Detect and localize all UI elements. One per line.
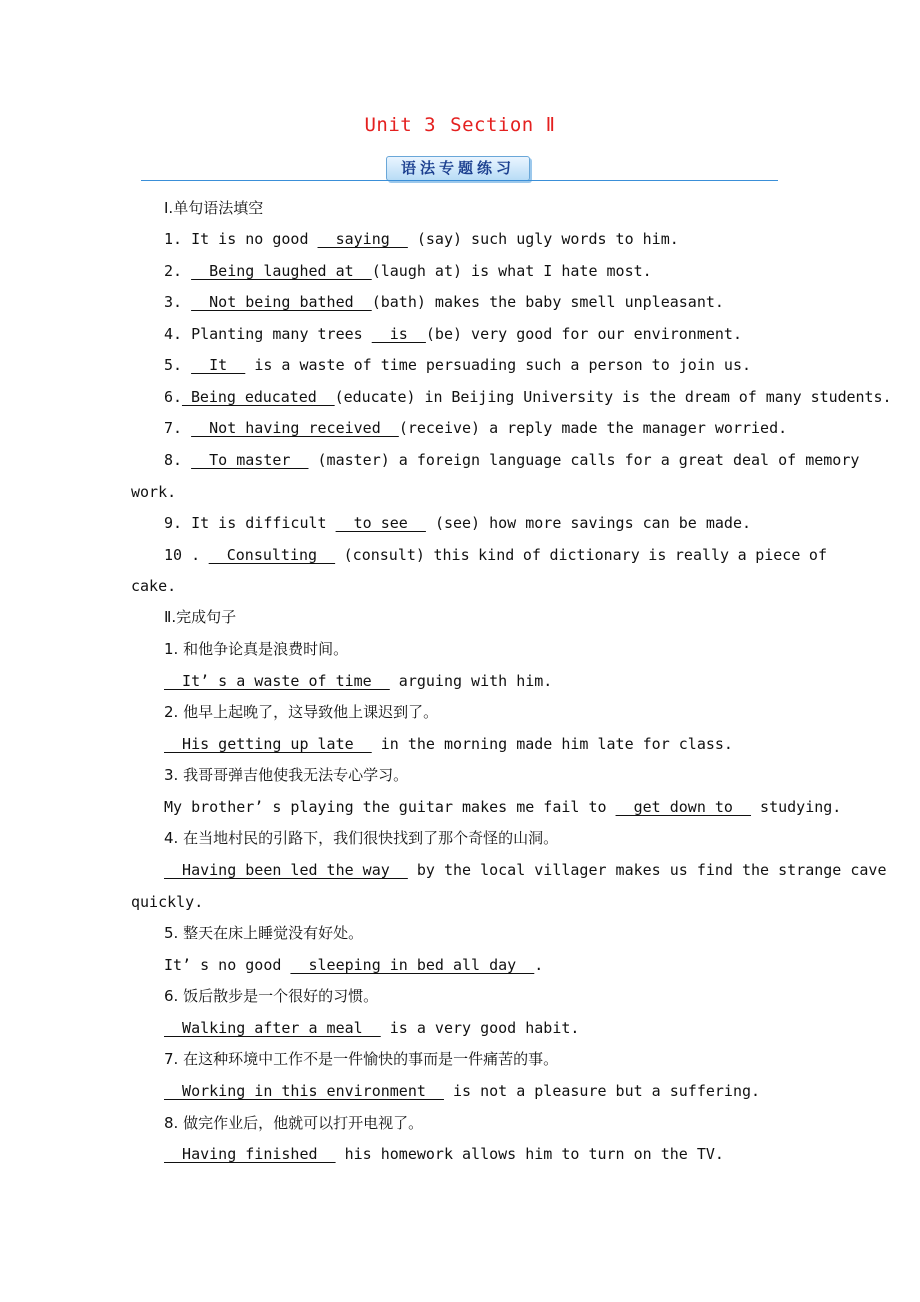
answer-blank: sleeping in bed all day bbox=[290, 956, 535, 974]
answer-blank: Walking after a meal bbox=[164, 1019, 381, 1037]
exercise-item: It’ s no good sleeping in bed all day . bbox=[164, 956, 544, 974]
answer-blank: Being educated bbox=[181, 388, 335, 406]
exercise-item: It’ s a waste of time arguing with him. bbox=[164, 672, 553, 690]
exercise-item: 2. Being laughed at (laugh at) is what I hate most. bbox=[164, 262, 652, 280]
answer-blank: Working in this environment bbox=[164, 1082, 444, 1100]
answer-blank: Being laughed at bbox=[191, 262, 372, 280]
answer-blank: Having been led the way bbox=[164, 861, 408, 879]
translation-prompt: 6. 饭后散步是一个很好的习惯。 bbox=[164, 987, 379, 1005]
translation-prompt: 5. 整天在床上睡觉没有好处。 bbox=[164, 924, 364, 942]
answer-blank: His getting up late bbox=[164, 735, 372, 753]
exercise-item: Working in this environment is not a pleasure but a suffering. bbox=[164, 1082, 761, 1100]
exercise-item: 3. Not being bathed (bath) makes the baby smell unpleasant. bbox=[164, 293, 724, 311]
exercise-item: Having been led the way by the local villager makes us find the strange cave bbox=[164, 861, 887, 879]
translation-prompt: 7. 在这种环境中工作不是一件愉快的事而是一件痛苦的事。 bbox=[164, 1050, 559, 1068]
answer-blank: Having finished bbox=[164, 1145, 336, 1163]
title-section: Section Ⅱ bbox=[450, 114, 556, 136]
exercise-item: 7. Not having received (receive) a reply made the manager worried. bbox=[164, 419, 788, 437]
answer-blank: is bbox=[371, 325, 426, 343]
answer-blank: To master bbox=[191, 451, 309, 469]
translation-prompt: 3. 我哥哥弹吉他使我无法专心学习。 bbox=[164, 766, 409, 784]
answer-blank: Consulting bbox=[208, 546, 336, 564]
title-unit: Unit 3 bbox=[364, 114, 437, 136]
exercise-item: 5. It is a waste of time persuading such a person to join us. bbox=[164, 356, 752, 374]
exercise-item-cont: cake. bbox=[131, 577, 177, 595]
exercise-item: His getting up late in the morning made him late for class. bbox=[164, 735, 733, 753]
exercise-item: My brother’ s playing the guitar makes me fail to get down to studying. bbox=[164, 798, 842, 816]
answer-blank: It bbox=[191, 356, 246, 374]
exercise-item: Walking after a meal is a very good habit. bbox=[164, 1019, 580, 1037]
answer-blank: Not being bathed bbox=[191, 293, 372, 311]
exercise-item-cont: quickly. bbox=[131, 893, 204, 911]
answer-blank: It’ s a waste of time bbox=[164, 672, 390, 690]
answer-blank: get down to bbox=[615, 798, 752, 816]
translation-prompt: 4. 在当地村民的引路下，我们很快找到了那个奇怪的山洞。 bbox=[164, 829, 559, 847]
section-banner: 语法专题练习 bbox=[386, 156, 530, 181]
title-rule bbox=[141, 180, 778, 181]
answer-blank: Not having received bbox=[191, 419, 399, 437]
exercise-item: 6. Being educated (educate) in Beijing University is the dream of many students. bbox=[164, 388, 892, 406]
exercise-item: Having finished his homework allows him to turn on the TV. bbox=[164, 1145, 724, 1163]
answer-blank: to see bbox=[335, 514, 426, 532]
translation-prompt: 2. 他早上起晚了，这导致他上课迟到了。 bbox=[164, 703, 439, 721]
exercise-item: 9. It is difficult to see (see) how more savings can be made. bbox=[164, 514, 752, 532]
translation-prompt: 1. 和他争论真是浪费时间。 bbox=[164, 640, 349, 658]
part1-heading: Ⅰ.单句语法填空 bbox=[164, 199, 264, 217]
exercise-item: 4. Planting many trees is (be) very good for our environment. bbox=[164, 325, 742, 343]
part2-heading: Ⅱ.完成句子 bbox=[164, 608, 237, 626]
unit-title bbox=[0, 114, 920, 136]
exercise-item: 10 . Consulting (consult) this kind of dictionary is really a piece of bbox=[164, 546, 827, 564]
answer-blank: saying bbox=[317, 230, 408, 248]
exercise-item: 8. To master (master) a foreign language calls for a great deal of memory bbox=[164, 451, 860, 469]
exercise-item: 1. It is no good saying (say) such ugly words to him. bbox=[164, 230, 679, 248]
exercise-item-cont: work. bbox=[131, 483, 177, 501]
translation-prompt: 8. 做完作业后，他就可以打开电视了。 bbox=[164, 1114, 424, 1132]
